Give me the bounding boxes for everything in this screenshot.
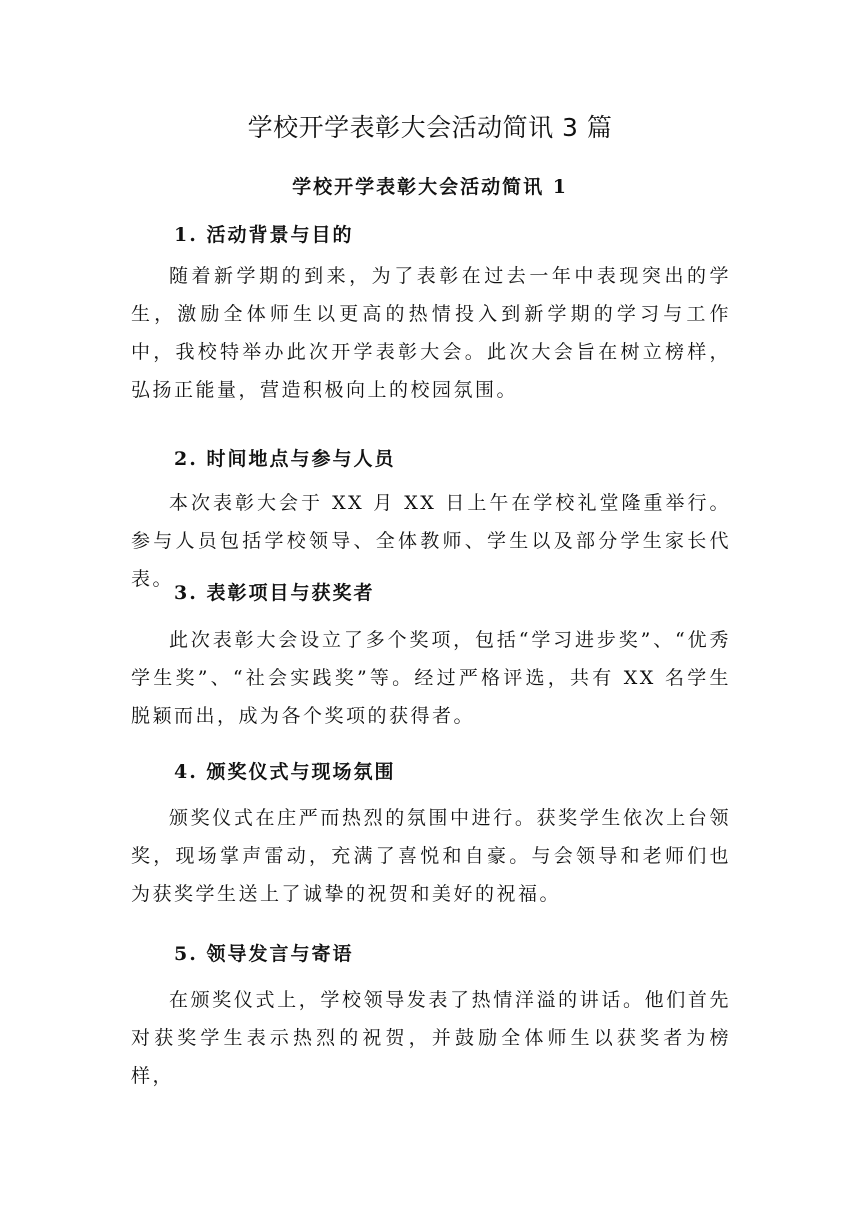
section-5-heading: 5. 领导发言与寄语 — [174, 943, 354, 965]
section-1-heading: 1. 活动背景与目的 — [174, 224, 354, 246]
article-subtitle: 学校开学表彰大会活动简讯 1 — [292, 176, 568, 198]
section-3-heading: 3. 表彰项目与获奖者 — [174, 582, 375, 604]
section-2-heading: 2. 时间地点与参与人员 — [174, 448, 396, 470]
section-5-paragraph: 在颁奖仪式上，学校领导发表了热情洋溢的讲话。他们首先对获奖学生表示热烈的祝贺，并鼓励全体师生以获奖者为榜样， — [131, 989, 731, 1087]
section-4-heading: 4. 颁奖仪式与现场氛围 — [174, 761, 396, 783]
section-1-paragraph: 随着新学期的到来，为了表彰在过去一年中表现突出的学生，激励全体师生以更高的热情投入到新学期的学习与工作中，我校特举办此次开学表彰大会。此次大会旨在树立榜样，弘扬正能量，营造积极向上的校园氛围。 — [131, 265, 731, 401]
document-title: 学校开学表彰大会活动简讯 3 篇 — [247, 113, 613, 142]
section-2-paragraph: 本次表彰大会于 XX 月 XX 日上午在学校礼堂隆重举行。参与人员包括学校领导、全体教师、学生以及部分学生家长代表。 — [131, 492, 731, 590]
section-4-paragraph: 颁奖仪式在庄严而热烈的氛围中进行。获奖学生依次上台领奖，现场掌声雷动，充满了喜悦和自豪。与会领导和老师们也为获奖学生送上了诚挚的祝贺和美好的祝福。 — [131, 807, 731, 905]
section-3-paragraph: 此次表彰大会设立了多个奖项，包括“学习进步奖”、“优秀学生奖”、“社会实践奖”等。经过严格评选，共有 XX 名学生脱颖而出，成为各个奖项的获得者。 — [131, 629, 731, 727]
